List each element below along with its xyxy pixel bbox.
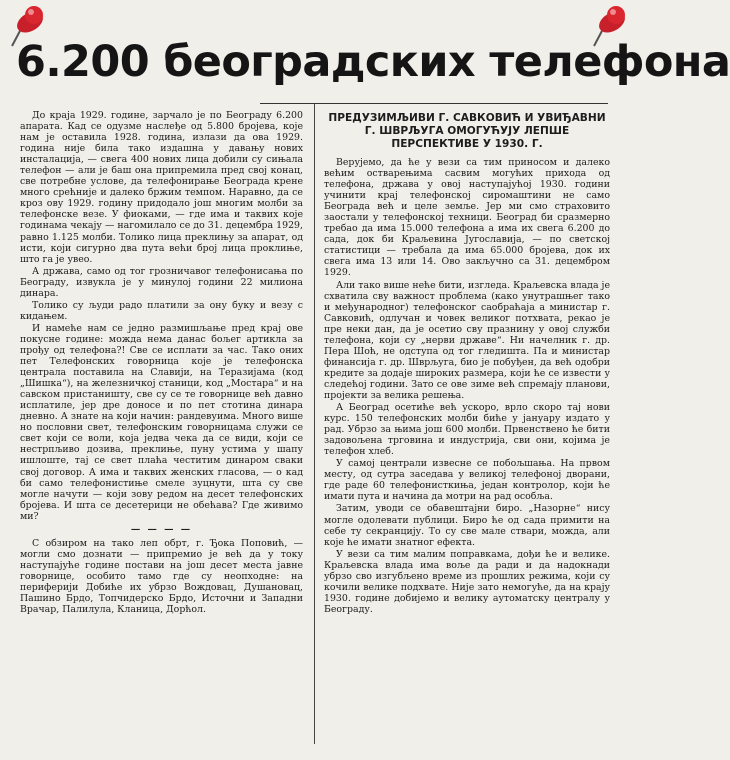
article-paragraph: До краја 1929. године, зарчало је по Београду 6.200 апарата. Кад се одузме наслеђе од 5.800 бројева, које нам је оставила 1928. година, излази да ова 1929. година није била тако издашна у давању нових инсталација, — свега 400 нових лица добили су сињала телефон — али је баш она припремила пред свој конац, све потребне услове, да телефонирање Београда крене много срећније и далеко бржим темпом. Наравно, да се кроз ову 1929. годину придодало још многим молби за телефонске везе. У фиоками, — где има и таквих које годинама чекају — нагомилало се до 31. децембра 1929, равно 1.125 молби. Толико лица преклињу за апарат, од исти, који сигурно два пута већи број лица проклиње, што га је увео. <box>20 110 303 265</box>
article-paragraph: Али тако више неће бити, изгледа. Краљевска влада је схватила сву важност проблема (како унутрашњег тако и међународног) телефонског саобраћаја а министар г. Савковић, одлучан и човек великог потхвата, рекао је пре неки дан, да је осетио сву празнину у овој служби телефона, који су „нерви државе“. Ни начелник г. др. Пера Шоћ, не одступа од тог гледишта. Па и министар финансија г. др. Шврљуга, био је побуђен, да већ одобри кредите за додаје широких размера, који ће се извести у следећој години. Зато се ове зиме већ спремају планови, пројекти за велика решења. <box>324 279 610 401</box>
article-paragraph: А Београд осетиће већ ускоро, врло скоро тај нови курс. 150 телефонских молби биће у јануару издато у рад. Убрзо за њима још 600 молби. Првенствено ће бити задовољена трговина и индустрија, сви они, којима је телефон хлеб. <box>324 402 610 458</box>
article-paragraph: С обзиром на тако леп обрт, г. Ђока Поповић, — могли смо дознати — припремио је већ да у току наступајуће године постави на још десет места јавне говорнице, особито тамо где су неопходне: на периферији Добиће их убрзо Вождовац, Душановац, Пашино Брдо, Топчидерско Брдо, Источни и Западни Врачар, Палилула, Кланица, Дорћол. <box>20 537 303 616</box>
page-headline: 6.200 београдских телефона <box>16 37 730 87</box>
column-divider <box>314 104 315 744</box>
article-paragraph: Затим, уводи се обавештајни биро. „Назорне“ нису могле одолевати публици. Биро ће од сада примити на себе ту секранцију. То су све мале ствари, можда, али које ће имати знатног ефекта. <box>324 503 610 548</box>
article-paragraph: Верујемо, да ће у вези са тим приносом и далеко већим остварењима сасвим могућих прихода од телефона, држава у овој наступајућој 1930. години учинити крај телефонској сиромаштини не само Београда већ и целе земље. Јер ми смо страховито заостали у телефонској техници. Београд би сразмерно требао да има 15.000 телефона а има их свега 6.200 до сада, док би Краљевина Југославија, — по светској статистици — требала да има 65.000 бројева, док их свега има 13 или 14. Ово закључно са 31. децембром 1929. <box>324 157 610 279</box>
article-paragraph: И намеће нам се једно размишљање пред крај ове покусне године: можда нема данас бољег артикла за прођу од телефона?! Све се исплати за час. Тако оних пет Телефонских говорница које је телефонска централа поставила на Славији, на Теразијама (код „Шишка“), на железничкој станици, код „Мостара“ и на савском пристаништу, све су се те говорнице већ давно исплатиле, јер дрe доносе и по пет стотина динара дневно. А знате на који начин: рандевуима. Много више но пословни свет, телефонским говорницама служи се свет који се воли, која једва чека да се види, који се нестрпљиво дозива, преклиње, пуну устима у шапу ишлоште, тај се свет плаћа честитим динаром сваки свој договор. А има и таквих женских гласова, — о кад би само телефонистиње смеле зуцнути, шта су све могле начути — који зову редом на десет телефонских бројева. И шта се десетерици не обећава? Где живимо ми? <box>20 322 303 522</box>
section-divider: — — — — <box>130 523 193 535</box>
headline-underline <box>260 103 608 104</box>
article-paragraph: У вези са тим малим поправкама, дођи ће и велике. Краљевска влада има воље да ради и да надокнади убрзо сво изгубљено време из прошлих режима, који су кочили велике подхвате. Није зато немогуће, да на крају 1930. године добијемо и велику аутоматску централу у Београду. <box>324 548 610 615</box>
article-paragraph: А држава, само од тог грозничавог телефонисања по Београду, извукла је у минулој години 22 милиона динара. <box>20 265 303 299</box>
right-column <box>324 112 610 616</box>
article-paragraph: У самој централи извесне се побољшања. На првом месту, од сутра заседава у великој телефоној дворани, где раде 60 телефонисткиња, један контролор, који ће имати пута и начина да мотри на рад особља. <box>324 458 610 503</box>
subheadline: ПРЕДУЗИМЉИВИ Г. САВКОВИЋ И УВИЂАВНИ Г. ШВРЉУГА ОМОГУЋУЈУ ЛЕПШЕ ПЕРСПЕКТИВЕ У 1930. Г. <box>328 112 606 150</box>
article-paragraph: Толико су људи радо платили за ону буку и везу с кидањем. <box>20 299 303 322</box>
left-column <box>20 110 303 616</box>
